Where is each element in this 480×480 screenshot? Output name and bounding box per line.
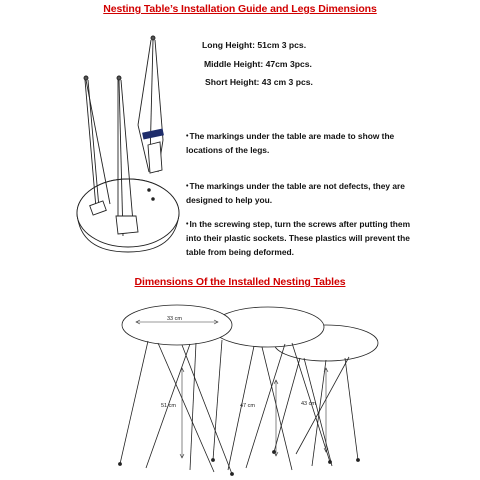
- middle-height-label: 47 cm: [240, 403, 255, 409]
- long-height-text: Long Height: 51cm 3 pcs.: [202, 40, 307, 50]
- short-height-label: 43 cm: [301, 401, 316, 407]
- middle-height-text: Middle Height: 47cm 3pcs.: [204, 58, 312, 69]
- bullet-icon: •: [186, 221, 189, 228]
- guide-title: Nesting Table’s Installation Guide and Legs Dimensions: [103, 3, 377, 15]
- table-tall: [119, 305, 234, 476]
- note-text: The markings under the table are made to show the locations of the legs.: [186, 131, 395, 155]
- top-diameter-label: 33 cm: [167, 316, 182, 322]
- note-text: In the screwing step, turn the screws after putting them into their plastic sockets. These plastics will prevent the table from being deformed.: [186, 219, 411, 257]
- table-short: [273, 325, 379, 466]
- tall-height-label: 51 cm: [161, 403, 176, 409]
- note-text: The markings under the table are not defects, they are designed to help you.: [186, 181, 405, 205]
- bullet-icon: •: [186, 183, 189, 190]
- dimensions-title: Dimensions Of the Installed Nesting Tables: [134, 276, 346, 288]
- bullet-icon: •: [186, 133, 189, 140]
- short-height-text: Short Height: 43 cm 3 pcs.: [205, 77, 313, 87]
